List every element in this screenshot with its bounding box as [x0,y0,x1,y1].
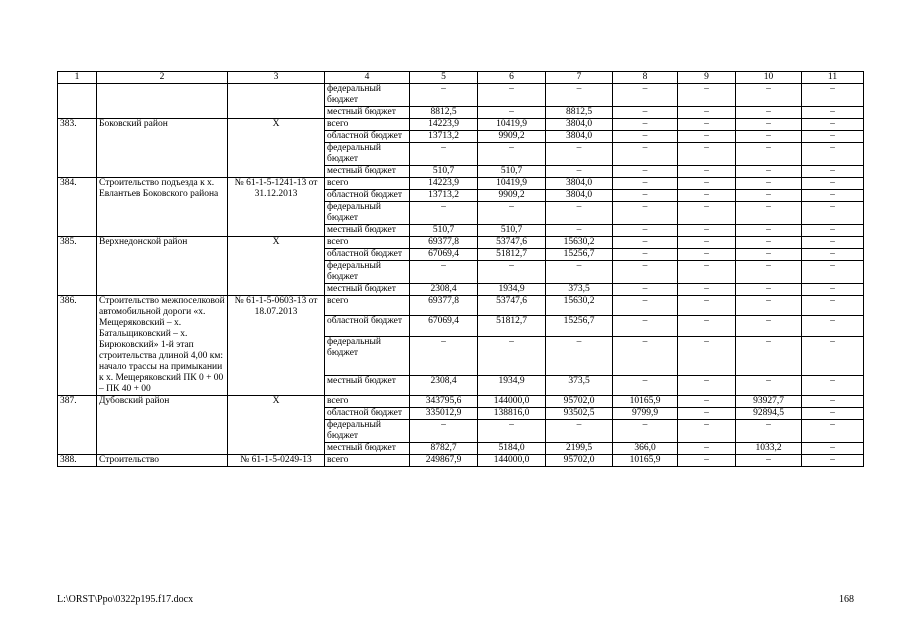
object-name: Боковский район [97,119,228,178]
col-header: 8 [613,72,678,84]
amount-cell: – [802,143,864,166]
funding-source: федеральный бюджет [325,261,410,284]
amount-cell: – [736,336,802,375]
amount-cell: – [478,261,546,284]
document-path: L:\ORST\Ppo\0322p195.f17.docx [57,594,194,605]
funding-source: федеральный бюджет [325,420,410,443]
amount-cell: – [613,131,678,143]
amount-cell: – [613,375,678,395]
amount-cell: – [802,408,864,420]
amount-cell: – [736,296,802,316]
amount-cell: – [678,190,736,202]
amount-cell: – [678,202,736,225]
amount-cell: 15256,7 [546,316,613,336]
amount-cell: 14223,9 [410,119,478,131]
col-header: 11 [802,72,864,84]
amount-cell: 10165,9 [613,455,678,467]
funding-source: областной бюджет [325,249,410,261]
amount-cell: 67069,4 [410,249,478,261]
table-row [58,237,864,249]
funding-source: всего [325,119,410,131]
amount-cell: – [410,420,478,443]
amount-cell: – [546,202,613,225]
table-row [58,396,864,408]
amount-cell: 1934,9 [478,375,546,395]
amount-cell: – [613,261,678,284]
funding-source: федеральный бюджет [325,336,410,375]
amount-cell: 69377,8 [410,296,478,316]
document-code: № 61-1-5-0249-13 [228,455,325,467]
amount-cell: – [613,143,678,166]
amount-cell: 67069,4 [410,316,478,336]
amount-cell: – [736,202,802,225]
amount-cell: 3804,0 [546,178,613,190]
amount-cell: – [678,261,736,284]
col-header: 2 [97,72,228,84]
amount-cell: – [410,336,478,375]
amount-cell: – [736,420,802,443]
funding-source: местный бюджет [325,225,410,237]
amount-cell: 53747,6 [478,237,546,249]
amount-cell: – [410,202,478,225]
amount-cell: – [802,443,864,455]
amount-cell: 9909,2 [478,190,546,202]
amount-cell: 9799,9 [613,408,678,420]
funding-source: местный бюджет [325,166,410,178]
amount-cell: – [678,284,736,296]
amount-cell: 373,5 [546,284,613,296]
amount-cell: – [678,316,736,336]
amount-cell: – [613,119,678,131]
document-code: № 61-1-5-0603-13 от 18.07.2013 [228,296,325,396]
col-header: 3 [228,72,325,84]
amount-cell: – [613,166,678,178]
document-code: Х [228,237,325,296]
document-code: Х [228,119,325,178]
amount-cell: 2308,4 [410,284,478,296]
amount-cell: 1033,2 [736,443,802,455]
amount-cell: 13713,2 [410,190,478,202]
amount-cell: 3804,0 [546,119,613,131]
amount-cell: – [802,296,864,316]
amount-cell: 249867,9 [410,455,478,467]
amount-cell: – [678,225,736,237]
amount-cell: – [802,237,864,249]
amount-cell: 93927,7 [736,396,802,408]
amount-cell: – [546,166,613,178]
funding-source: всего [325,296,410,316]
amount-cell: – [736,225,802,237]
amount-cell: – [678,107,736,119]
amount-cell: – [613,84,678,107]
amount-cell: – [613,336,678,375]
amount-cell: – [678,455,736,467]
object-name: Строительство [97,455,228,467]
amount-cell: – [802,336,864,375]
amount-cell: 10419,9 [478,178,546,190]
amount-cell: 10419,9 [478,119,546,131]
amount-cell: – [678,336,736,375]
object-name: Верхнедонской район [97,237,228,296]
amount-cell: – [546,143,613,166]
amount-cell: 373,5 [546,375,613,395]
amount-cell: – [678,443,736,455]
row-number [58,84,97,119]
amount-cell: – [678,178,736,190]
table-row [58,119,864,131]
amount-cell: – [736,107,802,119]
amount-cell: 366,0 [613,443,678,455]
row-number: 386. [58,296,97,396]
row-number: 385. [58,237,97,296]
amount-cell: – [678,84,736,107]
table-body [58,84,864,467]
amount-cell: – [678,237,736,249]
amount-cell: – [613,249,678,261]
funding-source: местный бюджет [325,443,410,455]
amount-cell: 9909,2 [478,131,546,143]
amount-cell: – [478,420,546,443]
amount-cell: – [736,455,802,467]
table-row [58,296,864,316]
col-header: 5 [410,72,478,84]
object-name: Дубовский район [97,396,228,455]
amount-cell: – [802,178,864,190]
funding-source: областной бюджет [325,316,410,336]
object-name [97,84,228,119]
amount-cell: – [613,296,678,316]
amount-cell: 51812,7 [478,316,546,336]
amount-cell: 3804,0 [546,190,613,202]
amount-cell: – [478,143,546,166]
amount-cell: 15630,2 [546,237,613,249]
amount-cell: – [736,131,802,143]
amount-cell: – [613,237,678,249]
amount-cell: – [736,84,802,107]
amount-cell: 53747,6 [478,296,546,316]
funding-source: областной бюджет [325,408,410,420]
amount-cell: 144000,0 [478,455,546,467]
amount-cell: – [678,296,736,316]
funding-source: федеральный бюджет [325,143,410,166]
document-code [228,84,325,119]
amount-cell: 8782,7 [410,443,478,455]
col-header: 7 [546,72,613,84]
amount-cell: 92894,5 [736,408,802,420]
amount-cell: – [802,375,864,395]
funding-source: всего [325,178,410,190]
amount-cell: – [613,107,678,119]
amount-cell: 3804,0 [546,131,613,143]
amount-cell: 510,7 [410,166,478,178]
amount-cell: – [802,166,864,178]
col-header: 9 [678,72,736,84]
amount-cell: – [736,166,802,178]
page-number: 168 [839,594,854,605]
amount-cell: – [410,84,478,107]
amount-cell: – [546,225,613,237]
amount-cell: 15256,7 [546,249,613,261]
amount-cell: – [678,143,736,166]
amount-cell: – [802,284,864,296]
amount-cell: – [546,420,613,443]
funding-source: всего [325,396,410,408]
amount-cell: – [802,202,864,225]
amount-cell: – [613,190,678,202]
amount-cell: – [613,178,678,190]
amount-cell: – [678,119,736,131]
amount-cell: – [736,261,802,284]
amount-cell: 8812,5 [546,107,613,119]
amount-cell: – [736,190,802,202]
amount-cell: 5184,0 [478,443,546,455]
amount-cell: – [802,316,864,336]
amount-cell: 51812,7 [478,249,546,261]
amount-cell: – [802,84,864,107]
amount-cell: – [478,202,546,225]
col-header: 4 [325,72,410,84]
amount-cell: – [802,420,864,443]
funding-source: областной бюджет [325,131,410,143]
amount-cell: 8812,5 [410,107,478,119]
amount-cell: 510,7 [478,166,546,178]
amount-cell: – [802,396,864,408]
amount-cell: – [678,131,736,143]
amount-cell: – [736,284,802,296]
amount-cell: – [736,375,802,395]
amount-cell: 14223,9 [410,178,478,190]
amount-cell: – [478,336,546,375]
amount-cell: 13713,2 [410,131,478,143]
col-header: 1 [58,72,97,84]
budget-table [57,71,864,467]
object-name: Строительство межпоселковой автомобильной дороги «х. Мещеряковский – х. Батальщиковский – х. Бирюковский» 1-й этап строительства длиной 4,00 км: начало трассы на примыкании к х. Мещеряковский ПК 0 + 00 – ПК 40 + 00 [97,296,228,396]
amount-cell: – [802,261,864,284]
amount-cell: 10165,9 [613,396,678,408]
amount-cell: – [678,249,736,261]
row-number: 383. [58,119,97,178]
table-row [58,455,864,467]
amount-cell: 2308,4 [410,375,478,395]
amount-cell: – [678,420,736,443]
funding-source: местный бюджет [325,107,410,119]
amount-cell: – [802,190,864,202]
amount-cell: 95702,0 [546,396,613,408]
funding-source: всего [325,237,410,249]
amount-cell: 95702,0 [546,455,613,467]
funding-source: местный бюджет [325,375,410,395]
amount-cell: 343795,6 [410,396,478,408]
document-code: Х [228,396,325,455]
amount-cell: – [736,143,802,166]
amount-cell: 510,7 [410,225,478,237]
amount-cell: 15630,2 [546,296,613,316]
amount-cell: – [802,455,864,467]
document-code: № 61-1-5-1241-13 от 31.12.2013 [228,178,325,237]
amount-cell: – [410,261,478,284]
funding-source: местный бюджет [325,284,410,296]
header-row [58,72,864,84]
amount-cell: – [802,119,864,131]
funding-source: федеральный бюджет [325,84,410,107]
funding-source: всего [325,455,410,467]
amount-cell: – [613,420,678,443]
funding-source: областной бюджет [325,190,410,202]
row-number: 388. [58,455,97,467]
amount-cell: 2199,5 [546,443,613,455]
amount-cell: – [802,131,864,143]
col-header: 6 [478,72,546,84]
amount-cell: 335012,9 [410,408,478,420]
amount-cell: – [678,166,736,178]
amount-cell: – [802,107,864,119]
table-row [58,178,864,190]
amount-cell: 1934,9 [478,284,546,296]
amount-cell: – [613,225,678,237]
amount-cell: – [678,408,736,420]
amount-cell: – [802,249,864,261]
row-number: 387. [58,396,97,455]
amount-cell: – [613,202,678,225]
amount-cell: – [546,336,613,375]
amount-cell: 144000,0 [478,396,546,408]
amount-cell: 69377,8 [410,237,478,249]
amount-cell: – [736,237,802,249]
amount-cell: – [736,119,802,131]
amount-cell: – [478,84,546,107]
amount-cell: – [546,84,613,107]
amount-cell: – [678,375,736,395]
object-name: Строительство подъезда к х. Евлантьев Боковского района [97,178,228,237]
amount-cell: – [736,249,802,261]
amount-cell: 93502,5 [546,408,613,420]
row-number: 384. [58,178,97,237]
amount-cell: – [546,261,613,284]
amount-cell: – [613,316,678,336]
amount-cell: – [678,396,736,408]
amount-cell: 138816,0 [478,408,546,420]
funding-source: федеральный бюджет [325,202,410,225]
col-header: 10 [736,72,802,84]
amount-cell: – [802,225,864,237]
table-row [58,84,864,107]
amount-cell: – [736,316,802,336]
amount-cell: 510,7 [478,225,546,237]
amount-cell: – [478,107,546,119]
amount-cell: – [736,178,802,190]
amount-cell: – [410,143,478,166]
amount-cell: – [613,284,678,296]
